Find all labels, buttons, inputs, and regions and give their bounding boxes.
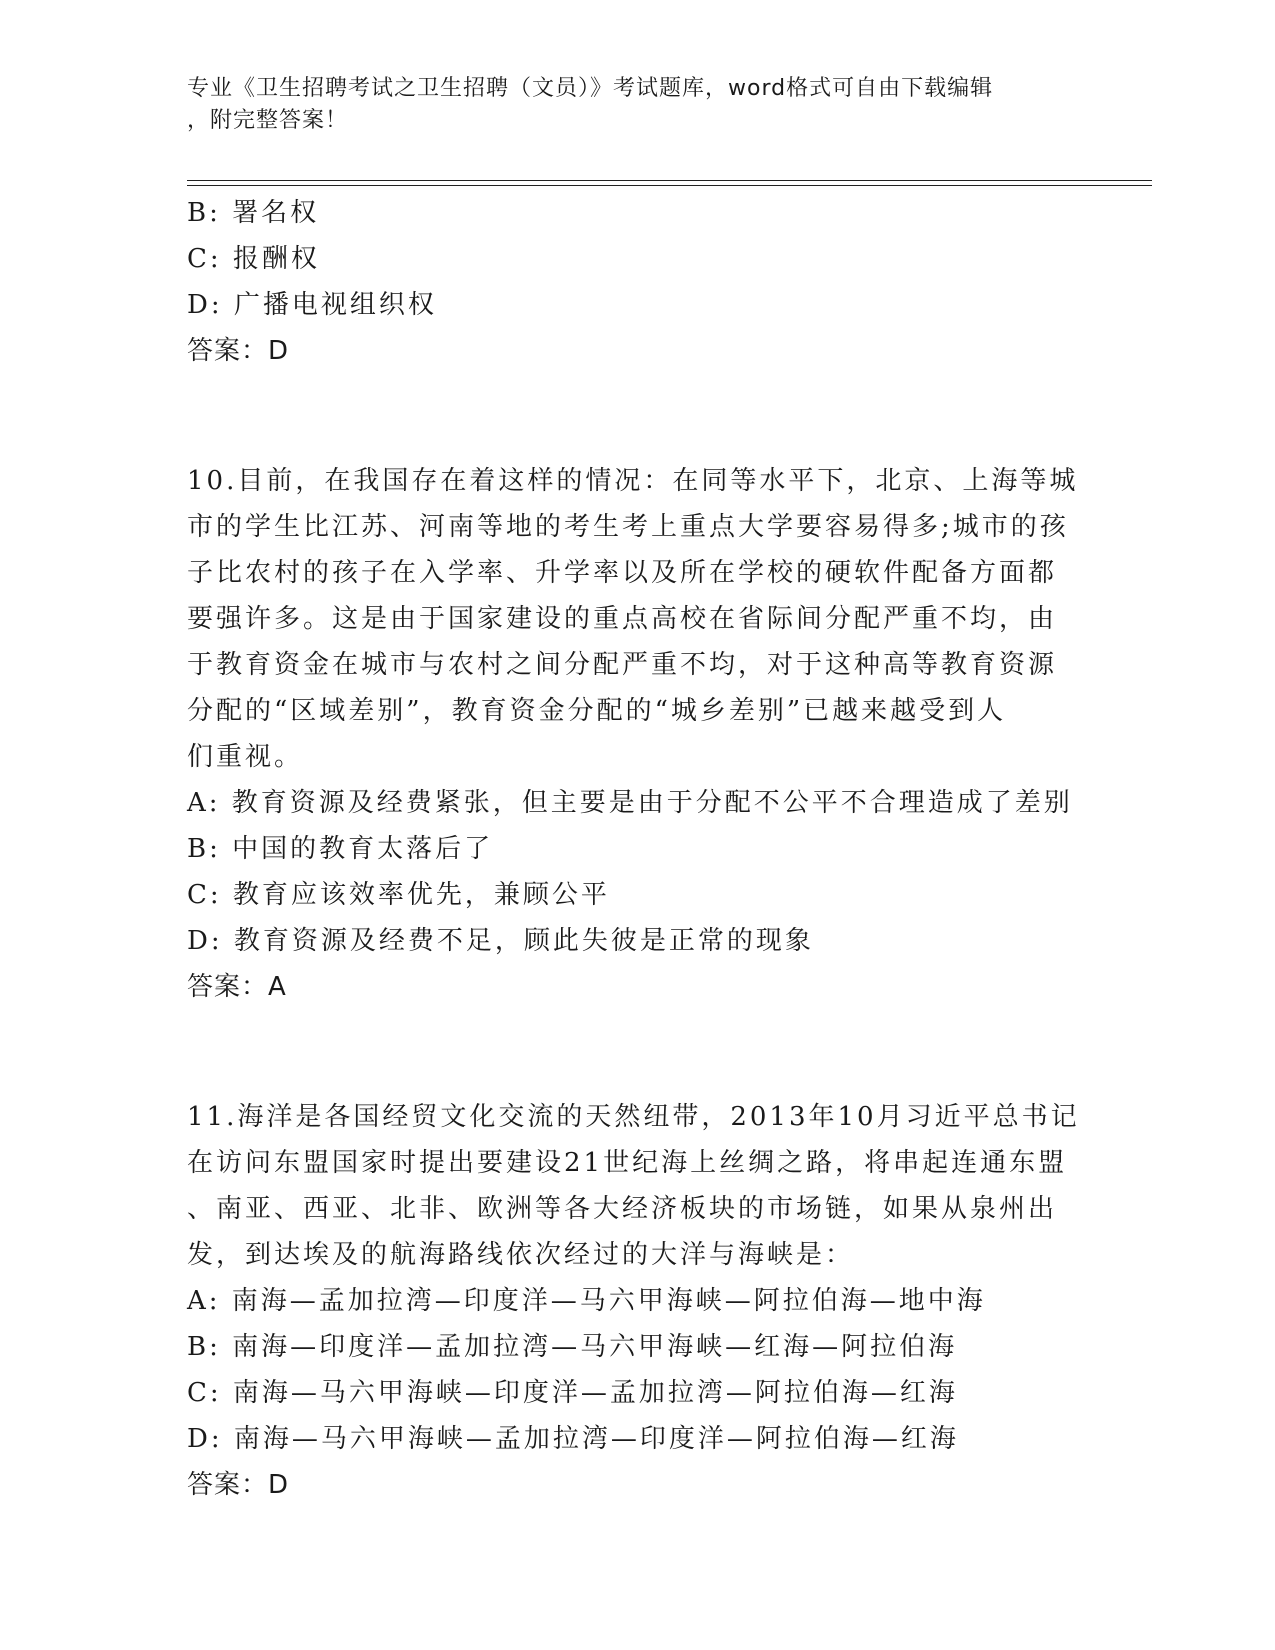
header-line-2: ，附完整答案！ bbox=[187, 108, 349, 133]
option-b: B: 署名权 bbox=[187, 198, 320, 228]
question-stem-line: 、南亚、西亚、北非、欧洲等各大经济板块的市场链，如果从泉州出 bbox=[187, 1194, 1058, 1224]
option-b: B: 中国的教育太落后了 bbox=[187, 834, 494, 864]
option-a: A: 南海—孟加拉湾—印度洋—马六甲海峡—阿拉伯海—地中海 bbox=[187, 1286, 986, 1316]
option-c: C: 南海—马六甲海峡—印度洋—孟加拉湾—阿拉伯海—红海 bbox=[187, 1378, 958, 1408]
question-stem-line: 发，到达埃及的航海路线依次经过的大洋与海峡是： bbox=[187, 1240, 855, 1270]
spacer bbox=[187, 1010, 1087, 1094]
question-stem-line: 于教育资金在城市与农村之间分配严重不均，对于这种高等教育资源 bbox=[187, 650, 1058, 680]
option-c: C: 报酬权 bbox=[187, 244, 320, 274]
question-stem-line: 市的学生比江苏、河南等地的考生考上重点大学要容易得多;城市的孩 bbox=[187, 512, 1069, 542]
option-d: D: 南海—马六甲海峡—孟加拉湾—印度洋—阿拉伯海—红海 bbox=[187, 1424, 959, 1454]
question-stem-line: 要强许多。这是由于国家建设的重点高校在省际间分配严重不均，由 bbox=[187, 604, 1058, 634]
option-a: A: 教育资源及经费紧张，但主要是由于分配不公平不合理造成了差别 bbox=[187, 788, 1073, 818]
question-stem-line: 们重视。 bbox=[187, 742, 304, 772]
option-c: C: 教育应该效率优先，兼顾公平 bbox=[187, 880, 610, 910]
page-header bbox=[187, 73, 1067, 137]
answer-label: 答案：A bbox=[187, 972, 287, 1002]
document-body bbox=[187, 190, 1087, 1508]
question-11-block bbox=[187, 1094, 1087, 1508]
option-b: B: 南海—印度洋—孟加拉湾—马六甲海峡—红海—阿拉伯海 bbox=[187, 1332, 958, 1362]
question-stem-line: 11.海洋是各国经贸文化交流的天然纽带，2013年10月习近平总书记 bbox=[187, 1102, 1080, 1132]
question-stem-line: 在访问东盟国家时提出要建设21世纪海上丝绸之路，将串起连通东盟 bbox=[187, 1148, 1068, 1178]
answer-label: 答案：D bbox=[187, 1470, 290, 1500]
question-10-block bbox=[187, 458, 1087, 1010]
option-d: D: 教育资源及经费不足，顾此失彼是正常的现象 bbox=[187, 926, 814, 956]
question-stem-line: 10.目前，在我国存在着这样的情况：在同等水平下，北京、上海等城 bbox=[187, 466, 1079, 496]
spacer bbox=[187, 374, 1087, 458]
answer-label: 答案：D bbox=[187, 336, 290, 366]
previous-question-block bbox=[187, 190, 1087, 374]
question-stem-line: 分配的“区域差别”，教育资金分配的“城乡差别”已越来越受到人 bbox=[187, 696, 1007, 726]
header-divider-bottom bbox=[187, 185, 1152, 186]
header-divider-top bbox=[187, 180, 1152, 181]
option-d: D: 广播电视组织权 bbox=[187, 290, 437, 320]
header-line-1: 专业《卫生招聘考试之卫生招聘（文员）》考试题库，word格式可自由下载编辑 bbox=[187, 76, 994, 101]
question-stem-line: 子比农村的孩子在入学率、升学率以及所在学校的硬软件配备方面都 bbox=[187, 558, 1058, 588]
